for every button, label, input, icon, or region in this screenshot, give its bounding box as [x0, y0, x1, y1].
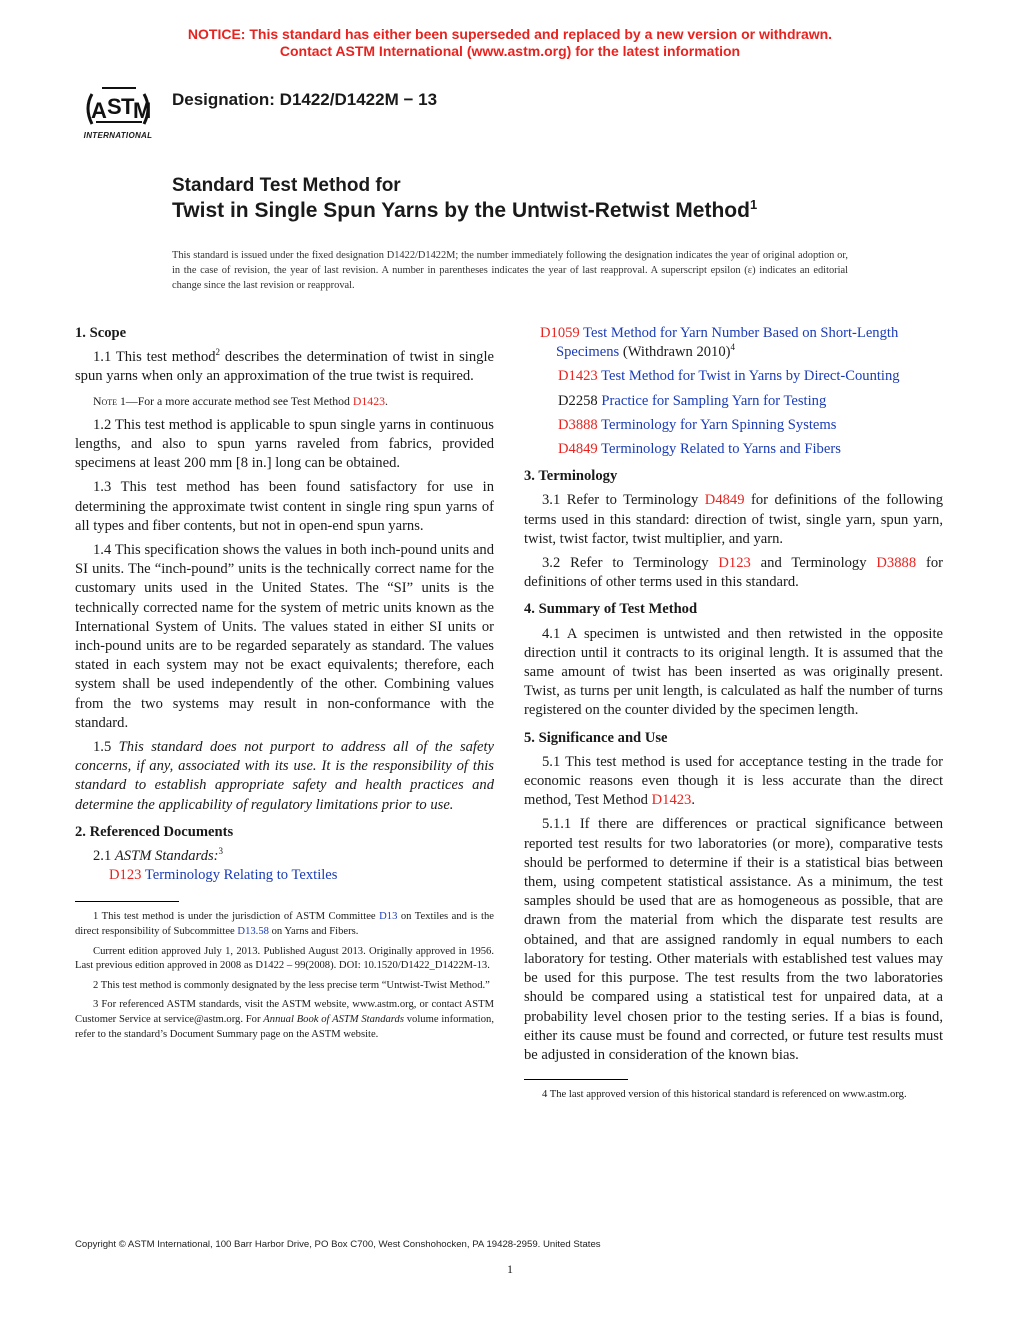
link-d1059[interactable]: D1059 [540, 325, 580, 341]
link-d4849-term[interactable]: D4849 [704, 492, 745, 509]
para-1-1-a: 1.1 This test method [93, 349, 216, 366]
copyright: Copyright © ASTM International, 100 Barr Harbor Drive, PO Box C700, West Conshohocken, PA 19428-2959. United States [75, 1239, 601, 1250]
footnote-rule-right [524, 1079, 628, 1080]
section-3-heading: 3. Terminology [524, 468, 618, 485]
ref-d2258-code: D2258 [558, 392, 598, 409]
footnote-3-a: 3 For referenced ASTM standards, visit the ASTM website, www.astm.org, or contact ASTM Customer Service at service@astm.org. For [75, 999, 494, 1026]
para-1-2: 1.2 This test method is applicable to spun single yarns in continuous lengths, and also to spun yarns raveled from fabrics, provided specimens at least 200 mm [8 in.] long can be obtained. [75, 416, 494, 472]
note-1-text: —For a more accurate method see Test Method [125, 393, 353, 408]
title-line-2 [172, 198, 757, 224]
link-d4849-title[interactable]: Terminology Related to Yarns and Fibers [597, 441, 841, 458]
note-1: Note 1—For a more accurate method see Test Method D1423. [93, 393, 388, 408]
footnote-2: 2 This test method is commonly designated by the less precise term “Untwist-Twist Method.” [93, 979, 490, 991]
ref-d123 [75, 866, 494, 885]
para-4-1: 4.1 A specimen is untwisted and then retwisted in the opposite direction until it contracts to its original length. It is assumed that the same amount of twist has been inserted as was originally present. Twist, as turns per unit length, is calculated as half the number of turns registered on the counter divided by the specimen length. [524, 625, 943, 719]
para-2-1-italic: ASTM Standards: [114, 848, 219, 865]
link-d1423-title[interactable]: Test Method for Twist in Yarns by Direct-Counting [597, 368, 900, 385]
note-1-label: Note 1 [93, 393, 126, 408]
ref-d1423 [524, 367, 943, 386]
para-1-5-italic: This standard does not purport to address all of the safety concerns, if any, associated with its use. It is the responsibility of this standard to establish appropriate safety and health practices and determine the applicability of regulatory limitations prior to use. [75, 739, 494, 813]
svg-text:T: T [121, 94, 135, 119]
link-d123[interactable]: D123 [109, 867, 142, 884]
para-1-1-b: describes the determination of twist in single spun yarns when only an approximation of the true twist is required. [75, 349, 494, 385]
footnote-ref-2: 2 [215, 347, 221, 358]
para-3-2-a: 3.2 Refer to Terminology [542, 555, 719, 572]
footnote-1 [75, 910, 494, 939]
link-d13-58[interactable]: D13.58 [237, 926, 269, 938]
notice-line-2: Contact ASTM International (www.astm.org) for the latest information [279, 43, 741, 59]
ref-d1059 [524, 324, 943, 362]
para-2-1 [75, 847, 494, 866]
para-3-2-b: and Terminology [750, 555, 877, 572]
para-3-1 [524, 491, 943, 549]
link-d3888-term[interactable]: D3888 [876, 555, 917, 572]
link-d1423-note[interactable]: D1423 [352, 393, 386, 408]
footnote-ref-3: 3 [218, 846, 224, 857]
footnote-ref-4: 4 [730, 342, 736, 353]
link-d4849[interactable]: D4849 [558, 441, 598, 458]
title-footnote-mark: 1 [749, 197, 758, 212]
para-5-1-b: . [691, 792, 695, 809]
link-d1423-sig[interactable]: D1423 [651, 792, 692, 809]
link-d123-term[interactable]: D123 [718, 555, 751, 572]
para-1-4: 1.4 This specification shows the values in both inch-pound units and SI units. The “inch-pound” units is the technically correct name for the customary units used in the United States. The “SI” units is the technically corrected name for the system of metric units known as the International System of Units. The values stated in either SI units or inch-pound units are to be regarded separately as standard. The values stated in each system may not be exact equivalents; therefore, each system shall be used independently of the other. Combining values from the two systems may result in non-conformance with the standard. [75, 542, 494, 731]
link-d1059-title[interactable]: Test Method for Yarn Number Based on Short-Length Specimens [556, 325, 899, 361]
para-1-5-num: 1.5 [93, 739, 119, 756]
footnote-rule-left [75, 901, 179, 902]
ref-d3888 [524, 416, 943, 435]
notice-line-1: NOTICE: This standard has either been superseded and replaced by a new version or withdrawn. [187, 26, 833, 42]
footnote-3-italic: Annual Book of ASTM Standards [263, 1014, 404, 1026]
issued-note: This standard is issued under the fixed designation D1422/D1422M; the number immediately following the designation indicates the year of original adoption or, in the case of revision, the year of last revision. A number in parentheses indicates the year of last reapproval. A superscript epsilon (ε) indicates an editorial change since the last revision or reapproval. [172, 250, 848, 291]
para-3-2 [524, 554, 943, 592]
right-column [524, 324, 943, 1108]
para-3-1-a: 3.1 Refer to Terminology [542, 492, 705, 509]
para-3-1-b: for definitions of the following terms used in this standard: direction of twist, single yarn, spun yarn, twist, twist factor, twist multiplier, and yarn. [524, 492, 944, 547]
footnote-1-c: on Yarns and Fibers. [268, 926, 359, 938]
title-line-2-text: Twist in Single Spun Yarns by the Untwist-Retwist Method [172, 199, 750, 222]
svg-text:S: S [107, 94, 122, 119]
para-1-5 [75, 738, 494, 815]
logo-caption: INTERNATIONAL [83, 131, 153, 140]
ref-d1059-extra: (Withdrawn 2010) [619, 344, 731, 361]
link-d123-title[interactable]: Terminology Relating to Textiles [141, 867, 338, 884]
title-line-1: Standard Test Method for [172, 175, 401, 196]
section-1-heading: 1. Scope [75, 325, 127, 341]
link-d13[interactable]: D13 [379, 911, 398, 923]
ref-d2258 [524, 392, 943, 411]
link-d3888[interactable]: D3888 [558, 416, 598, 433]
footnote-4: 4 The last approved version of this historical standard is referenced on www.astm.org. [542, 1089, 907, 1101]
para-2-1-num: 2.1 [93, 848, 115, 865]
section-5-heading: 5. Significance and Use [524, 729, 668, 746]
para-3-2-c: for definitions of other terms used in this standard. [524, 555, 944, 591]
section-4-heading: 4. Summary of Test Method [524, 601, 698, 618]
para-5-1-1: 5.1.1 If there are differences or practical significance between reported test results for two laboratories (or more), comparative tests should be performed to determine if their is a statistical bias between them, using competent statistical assistance. As a minimum, the test samples should be used that are as homogeneous as possible, that are drawn from the material from which the disparate test results are obtained, and that are assigned randomly in equal numbers to each laboratory for testing. Other materials with established test values may be used for this purpose. The test results from the two laboratories should be compared using a statistical test for unpaired data, at a probability level chosen prior to the testing series. If a bias is found, either its cause must be found and corrected, or future test results must be adjusted in consideration of the known bias. [524, 816, 943, 1063]
svg-text:A: A [91, 98, 107, 123]
para-5-1 [524, 753, 943, 811]
document-title [172, 174, 757, 224]
left-column [75, 324, 494, 1047]
link-d3888-title[interactable]: Terminology for Yarn Spinning Systems [597, 416, 837, 433]
notice-banner [0, 26, 1020, 60]
para-1-1 [75, 348, 494, 386]
para-5-1-a: 5.1 This test method is used for acceptance testing in the trade for economic reasons even though it is less accurate than the direct method, Test Method [524, 753, 943, 809]
svg-text:M: M [133, 98, 152, 123]
ref-d4849 [524, 440, 943, 459]
footnote-3-b: volume information, refer to the standard’s Document Summary page on the ASTM website. [75, 1014, 494, 1040]
page-number: 1 [507, 1262, 513, 1276]
link-d1423[interactable]: D1423 [558, 368, 598, 385]
section-2-heading: 2. Referenced Documents [75, 823, 234, 840]
footnote-1-a: 1 This test method is under the jurisdiction of ASTM Committee [93, 911, 380, 923]
footnote-1-edition: Current edition approved July 1, 2013. Published August 2013. Originally approved in 1956. Last previous edition approved in 2008 as D1422 – 99(2008). DOI: 10.1520/D1422_D1422M-13. [75, 945, 494, 972]
para-1-3: 1.3 This test method has been found satisfactory for use in determining the approximate twist content in single ring spun yarns of all types and fiber contents, but not in open-end spun yarns. [75, 479, 494, 534]
footnote-1-b: on Textiles and is the direct responsibility of Subcommittee [75, 911, 494, 938]
designation: Designation: D1422/D1422M − 13 [172, 90, 438, 109]
link-d2258-title[interactable]: Practice for Sampling Yarn for Testing [597, 392, 827, 409]
footnote-3 [75, 998, 494, 1042]
